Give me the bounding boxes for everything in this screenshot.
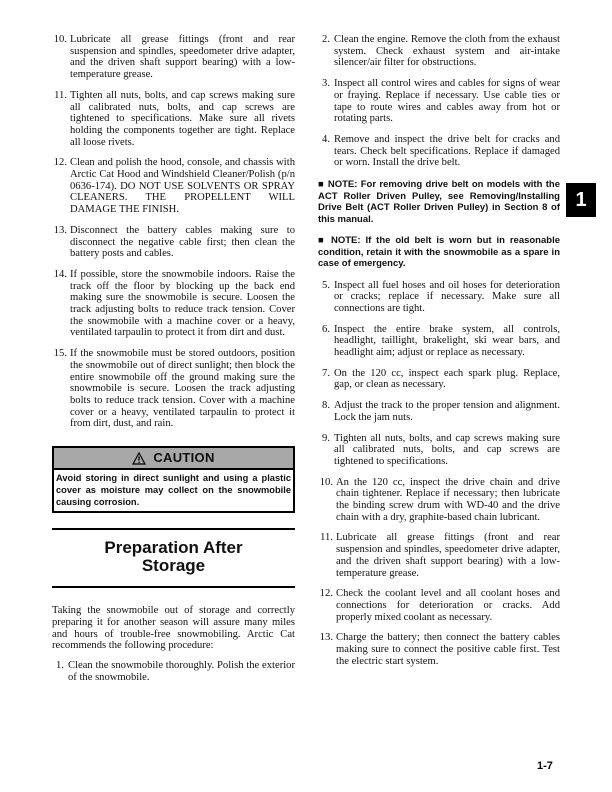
list-item	[52, 348, 295, 430]
item-text: Clean the snowmobile thoroughly. Polish the exterior of the snowmobile.	[68, 659, 295, 683]
item-number: 1.	[56, 659, 64, 671]
list-item	[52, 90, 295, 149]
right-column	[318, 34, 560, 668]
item-number: 3.	[322, 78, 330, 90]
list-item	[52, 660, 295, 683]
caution-header	[54, 448, 293, 470]
item-number: 11.	[320, 532, 333, 544]
note-spare-belt	[318, 235, 560, 270]
item-number: 13.	[53, 224, 67, 236]
item-number: 6.	[322, 323, 330, 335]
list-item	[318, 477, 560, 524]
item-number: 4.	[322, 133, 330, 145]
list-item	[318, 134, 560, 169]
list-item	[52, 157, 295, 216]
note-marker: ■	[318, 235, 327, 247]
item-text: Inspect the entire brake system, all controls, headlight, taillight, brakelight, ski wear bars, and headlight aim; adjust or replace as necessary.	[334, 323, 560, 359]
list-item	[52, 34, 295, 81]
item-number: 14.	[53, 268, 67, 280]
item-text: Tighten all nuts, bolts, and cap screws making sure all calibrated nuts, bolts, and cap screws are tightened to specifications. Make sure all rivets holding the components together are tight. Replace all loose rivets.	[70, 89, 295, 148]
item-number: 2.	[322, 34, 330, 45]
list-item	[318, 34, 560, 69]
item-number: 12.	[53, 157, 67, 169]
item-number: 15.	[53, 348, 67, 360]
list-item	[318, 588, 560, 623]
section-heading	[52, 528, 295, 588]
item-text: Check the coolant level and all coolant hoses and connections for deterioration or cracks. Add properly mixed coolant as necessary.	[336, 588, 560, 623]
item-number: 10.	[319, 476, 333, 488]
item-number: 7.	[322, 367, 330, 379]
item-text: An the 120 cc, inspect the drive chain and drive chain tightener. Replace if necessary; then lubricate the binding screw drum with WD-40 and the drive chain with a dry, graphite-based chain lubricant.	[336, 476, 560, 523]
item-number: 5.	[322, 279, 330, 291]
caution-text: Avoid storing in direct sunlight and using a plastic cover as moisture may collect on the snowmobile causing corrosion.	[56, 473, 291, 508]
section-tab: 1	[566, 183, 596, 217]
item-text: Charge the battery; then connect the battery cables making sure to connect the positive cable first. Test the electric start system.	[336, 632, 560, 667]
warning-triangle-icon	[132, 452, 146, 465]
item-text: Lubricate all grease fittings (front and rear suspension and spindles, speedometer drive adapter, and the driven shaft support bearing) with a low-temperature grease.	[70, 34, 295, 81]
storage-steps-list	[52, 34, 295, 430]
item-number: 9.	[322, 432, 330, 444]
note-drive-belt	[318, 179, 560, 225]
section-title-line1: Preparation After	[104, 538, 243, 558]
item-number: 12.	[319, 588, 333, 600]
item-text: Disconnect the battery cables making sure to disconnect the negative cable first; then clean the battery posts and cables.	[70, 224, 295, 260]
item-number: 11.	[54, 89, 67, 101]
section-intro: Taking the snowmobile out of storage and correctly preparing it for another season will assure many miles and hours of trouble-free snowmobiling. Arctic Cat recommends the following procedure:	[52, 605, 295, 652]
prep-steps-list	[52, 660, 295, 683]
section-title-line2: Storage	[141, 556, 206, 576]
item-text: Clean and polish the hood, console, and chassis with Arctic Cat Hood and Windshield Cleaner/Polish (p/n 0636-174). DO NOT USE SOLVENTS OR SPRAY CLEANERS. THE PROPELLENT WILL DAMAGE THE FINISH.	[70, 157, 295, 216]
prep-steps-list-continued	[318, 34, 560, 169]
list-item	[318, 324, 560, 359]
list-item	[318, 433, 560, 468]
item-text: Inspect all control wires and cables for signs of wear or fraying. Replace if necessary. Use cable ties or tape to route wires and cables away from hot or rotating parts.	[334, 78, 560, 125]
item-text: On the 120 cc, inspect each spark plug. Replace, gap, or clean as necessary.	[334, 367, 560, 391]
item-text: Clean the engine. Remove the cloth from the exhaust system. Check exhaust system and air-intake silencer/air filter for obstructions.	[334, 34, 560, 69]
item-text: Remove and inspect the drive belt for cracks and tears. Check belt specifications. Replace if damaged or worn. Install the drive belt.	[334, 133, 560, 169]
list-item	[318, 368, 560, 391]
note-text: NOTE: If the old belt is worn but in reasonable condition, retain it with the snowmobile as a spare in case of emergency.	[318, 235, 560, 270]
item-number: 10.	[53, 34, 67, 45]
list-item	[52, 225, 295, 260]
item-text: Tighten all nuts, bolts, and cap screws making sure all calibrated nuts, bolts, and cap screws are tightened to specifications.	[334, 432, 560, 467]
item-text: If the snowmobile must be stored outdoors, position the snowmobile out of direct sunlight; then block the entire snowmobile off the ground making sure the snowmobile is secure. Loosen the track adjusting bolts to reduce track tension. Cover with a machine cover or a heavy, ventilated tarpaulin to protect it from dirt, dust, and rain.	[70, 348, 295, 430]
left-column	[52, 34, 295, 683]
item-text: Lubricate all grease fittings (front and rear suspension and spindles, speedometer drive adapter, and the driven shaft support bearing) with a low-temperature grease.	[336, 532, 560, 579]
list-item	[318, 78, 560, 125]
page-number: 1-7	[537, 760, 553, 772]
caution-box	[52, 446, 295, 513]
prep-steps-list-b	[318, 280, 560, 668]
item-text: Inspect all fuel hoses and oil hoses for deterioration or cracks; replace if necessary. Make sure all connections are tight.	[334, 279, 560, 314]
item-number: 13.	[319, 632, 333, 644]
caution-title: CAUTION	[153, 450, 215, 466]
list-item	[318, 280, 560, 315]
item-text: If possible, store the snowmobile indoors. Raise the track off the floor by blocking up the back end making sure the snowmobile is secure. Loosen the track adjusting bolts to reduce track tension. Cover the snowmobile with a machine cover or a heavy, ventilated tarpaulin to protect it from dirt and dust.	[70, 268, 295, 339]
item-number: 8.	[322, 400, 330, 412]
note-marker: ■	[318, 179, 325, 191]
list-item	[318, 400, 560, 423]
item-text: Adjust the track to the proper tension and alignment. Lock the jam nuts.	[334, 400, 560, 423]
list-item	[52, 269, 295, 339]
note-text: NOTE: For removing drive belt on models with the ACT Roller Driven Pulley, see Removing/Installing Drive Belt (ACT Roller Driven Pulley) in Section 8 of this manual.	[318, 179, 561, 225]
list-item	[318, 532, 560, 579]
list-item	[318, 632, 560, 667]
